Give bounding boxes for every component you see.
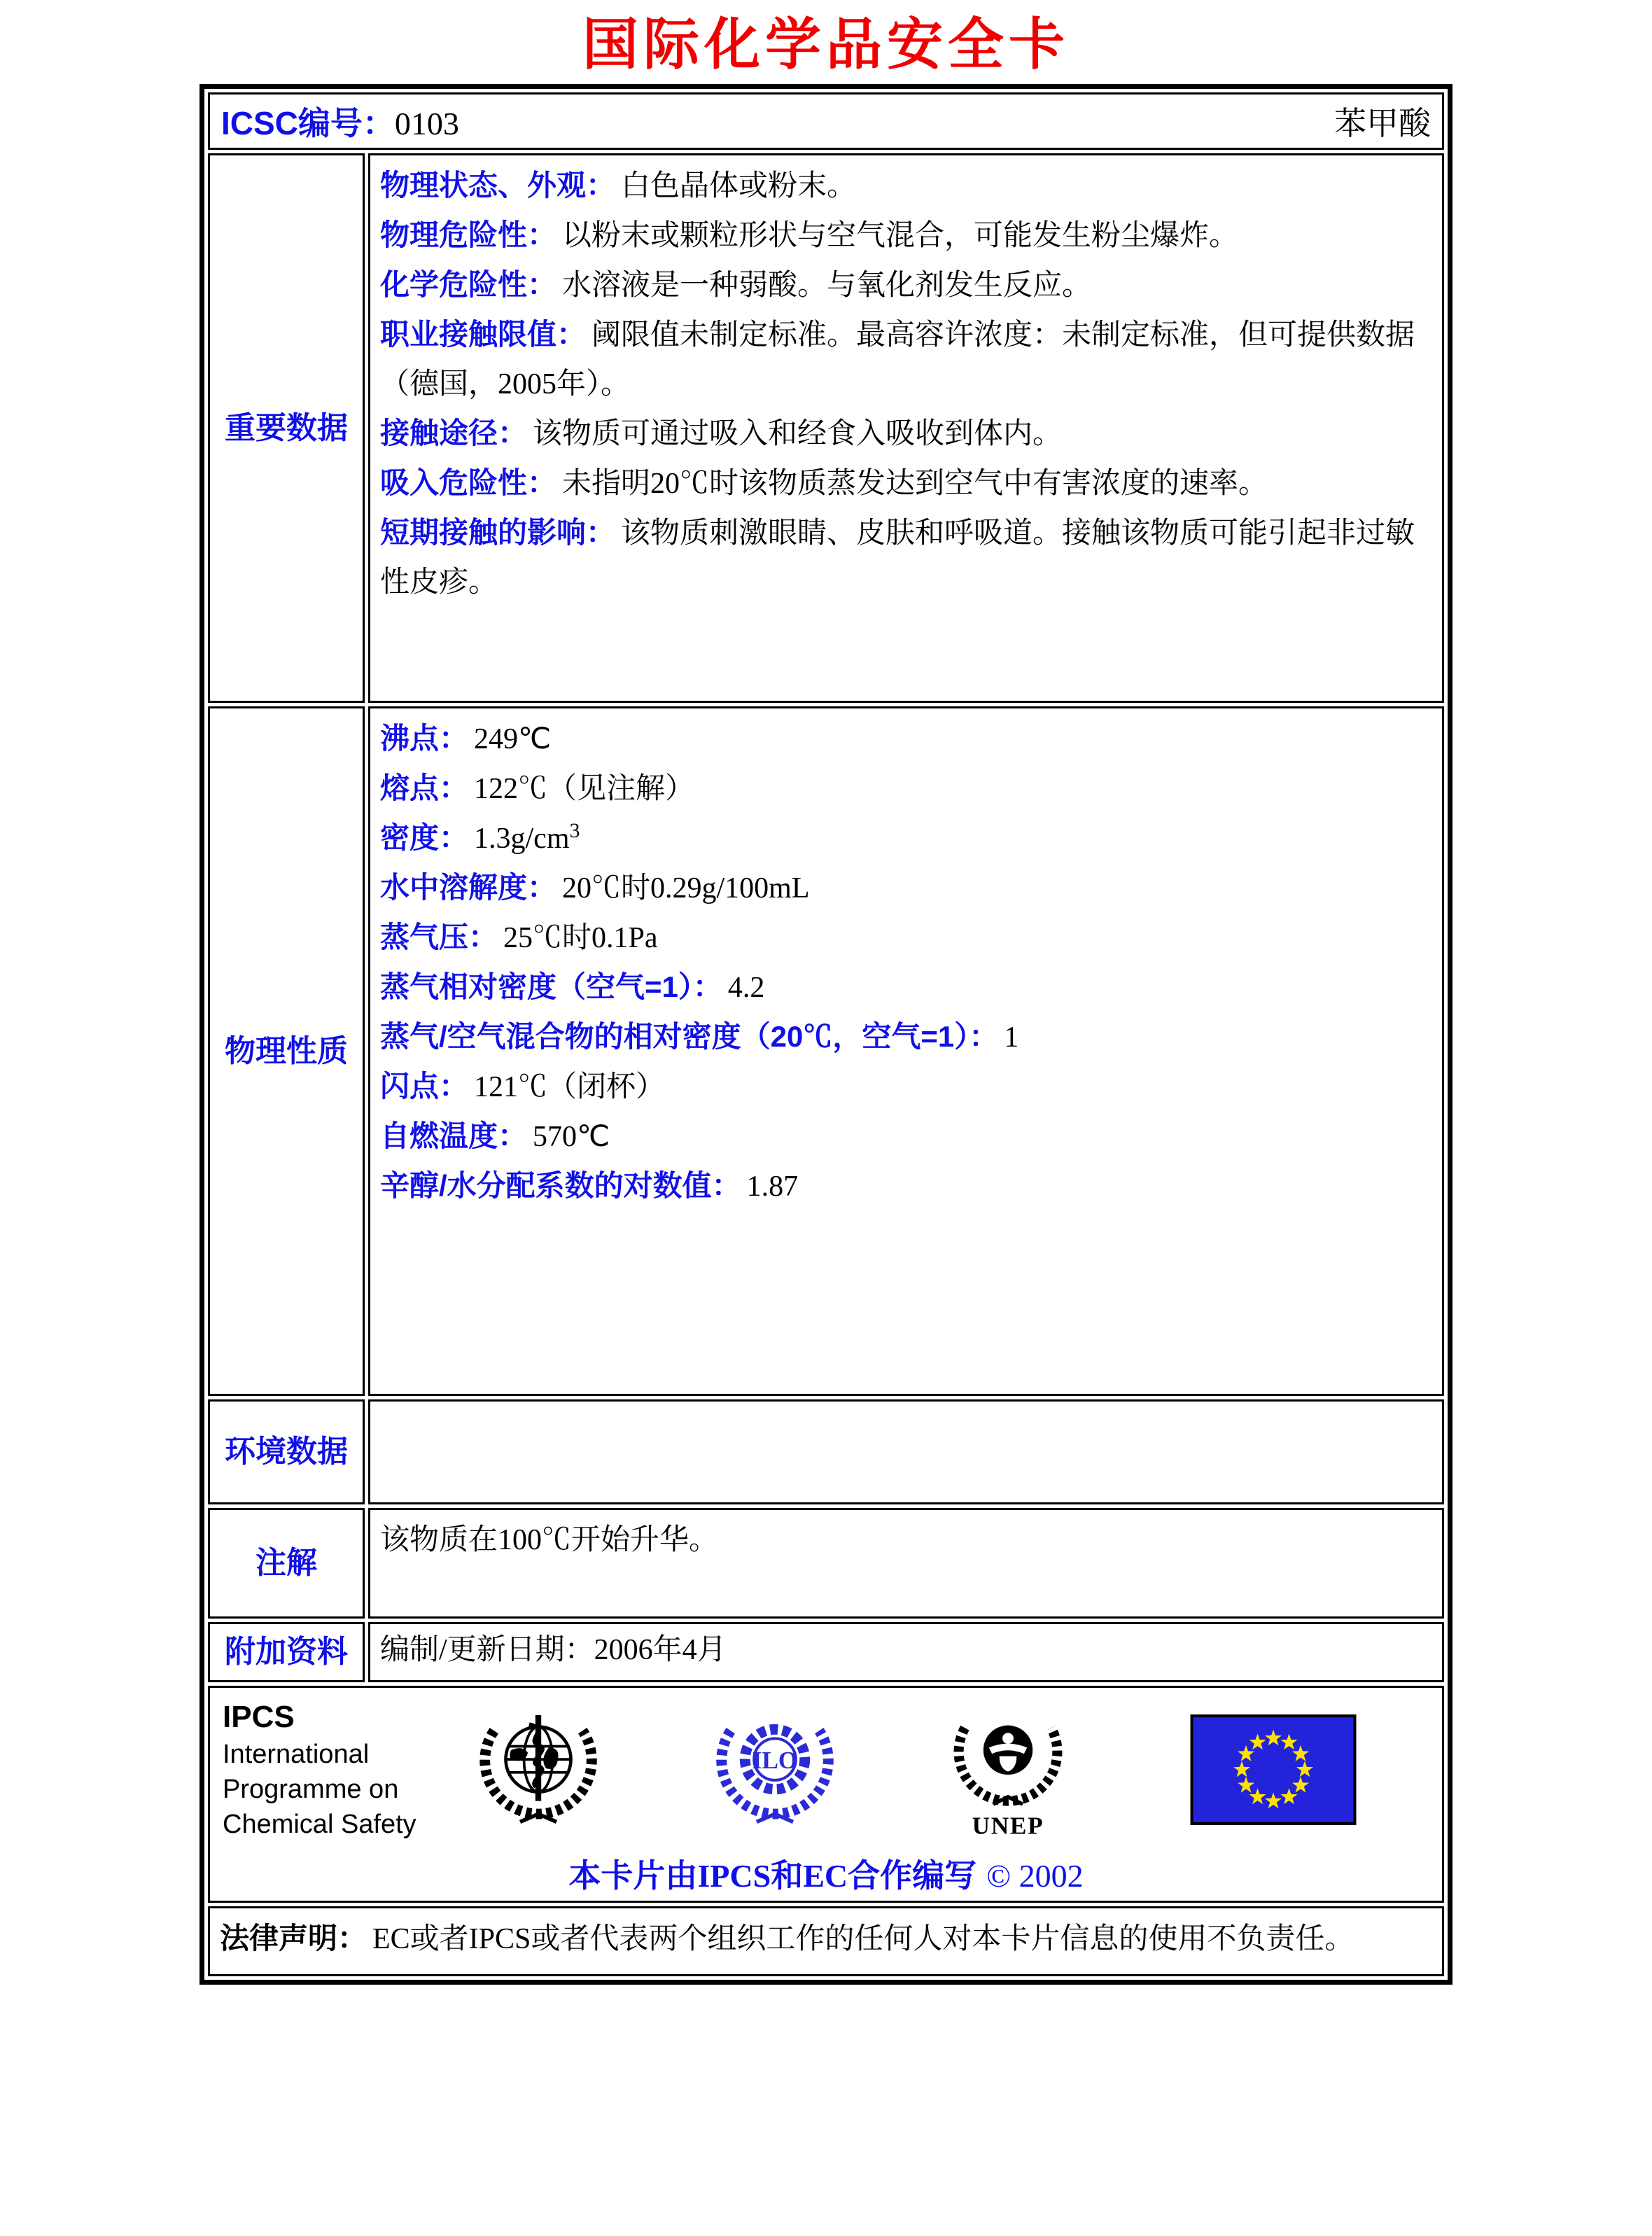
section-label-notes (208, 1508, 365, 1619)
section-label-text: 环境数据 (225, 1434, 348, 1469)
property-key: 吸入危险性： (380, 466, 557, 499)
property-line (380, 1062, 1432, 1112)
section-content-physical-properties (368, 706, 1444, 1396)
property-key: 接触途径： (380, 417, 528, 449)
icsc-number-group (221, 98, 459, 144)
legal-text: EC或者IPCS或者代表两个组织工作的任何人对本卡片信息的使用不负责任。 (372, 1923, 1354, 1955)
update-date-line (380, 1626, 1432, 1675)
section-content-important-data (368, 153, 1444, 703)
property-value: 1.87 (746, 1171, 799, 1203)
ipcs-text-block (223, 1698, 433, 1842)
property-value: 该物质可通过吸入和经食入吸收到体内。 (533, 418, 1063, 450)
property-line (380, 409, 1432, 459)
property-line (380, 161, 1432, 211)
property-value: 25℃时0.1Pa (503, 922, 658, 954)
property-key: 自燃温度： (380, 1119, 528, 1152)
property-key: 职业接触限值： (380, 318, 587, 351)
section-label-text: 物理性质 (225, 1033, 348, 1068)
property-line (380, 863, 1432, 913)
property-line (380, 913, 1432, 963)
unep-logo-text: UNEP (972, 1812, 1044, 1839)
section-content-additional-info (368, 1622, 1444, 1682)
property-key: 沸点： (380, 722, 469, 755)
property-line (380, 963, 1432, 1012)
property-line (380, 459, 1432, 508)
property-key: 物理危险性： (380, 218, 557, 251)
section-label-important-data (208, 153, 365, 703)
ipcs-subtitle-line: International (223, 1740, 370, 1769)
property-key: 熔点： (380, 771, 469, 804)
who-logo-icon (473, 1705, 603, 1835)
section-label-text: 重要数据 (225, 410, 348, 445)
eu-flag-icon (1190, 1714, 1357, 1825)
property-key: 化学危险性： (380, 268, 557, 301)
property-value-superscript: 3 (569, 819, 580, 842)
property-value: 1.3g/cm (474, 823, 570, 855)
property-value: 121℃（闭杯） (474, 1071, 666, 1103)
property-line (380, 714, 1432, 764)
property-value: 1 (1004, 1021, 1019, 1054)
property-line (380, 764, 1432, 813)
property-value: 白色晶体或粉末。 (621, 170, 857, 202)
unep-logo-icon (946, 1700, 1070, 1839)
ipcs-subtitle-line: Chemical Safety (223, 1810, 416, 1839)
property-line (380, 1112, 1432, 1161)
property-line (380, 211, 1432, 260)
ipcs-title: IPCS (223, 1700, 295, 1734)
property-value: 122℃（见注解） (474, 773, 695, 805)
property-key: 闪点： (380, 1070, 469, 1103)
section-label-text: 注解 (255, 1546, 317, 1581)
property-value: 4.2 (727, 972, 765, 1004)
property-key: 蒸气压： (380, 921, 498, 953)
property-value: 以粉末或颗粒形状与空气混合，可能发生粉尘爆炸。 (562, 220, 1239, 252)
section-label-additional-info (208, 1622, 365, 1682)
icsc-number-label: ICSC编号： (221, 105, 395, 141)
card-header-row (208, 92, 1444, 150)
note-line (380, 1516, 1432, 1565)
property-key: 物理状态、外观： (380, 169, 616, 202)
icsc-card (200, 84, 1452, 1985)
note-text: 该物质在100℃开始升华。 (380, 1524, 719, 1556)
property-key: 蒸气相对密度（空气=1）： (380, 970, 722, 1003)
property-line (380, 1161, 1432, 1211)
ipcs-subtitle-line: Programme on (223, 1775, 399, 1804)
section-label-physical-properties (208, 706, 365, 1396)
property-line (380, 508, 1432, 607)
page-title: 国际化学品安全卡 (582, 13, 1070, 76)
property-value: 20℃时0.29g/100mL (562, 872, 810, 904)
ilo-logo-text: ILO (752, 1747, 798, 1775)
property-value: 该物质刺激眼睛、皮肤和呼吸道。接触该物质可能引起非过敏性皮疹。 (380, 517, 1415, 599)
property-value: 阈限值未制定标准。最高容许浓度：未制定标准，但可提供数据（德国，2005年）。 (380, 319, 1415, 400)
copyright-line (210, 1850, 1442, 1896)
section-label-text: 附加资料 (225, 1635, 348, 1670)
property-key: 水中溶解度： (380, 871, 557, 904)
legal-disclaimer-row (208, 1906, 1444, 1976)
property-key: 密度： (380, 821, 469, 854)
property-line (380, 260, 1432, 310)
property-line (380, 813, 1432, 863)
update-date-text: 编制/更新日期：2006年4月 (380, 1634, 727, 1666)
property-value: 未指明20℃时该物质蒸发达到空气中有害浓度的速率。 (562, 468, 1268, 500)
property-value: 249℃ (474, 723, 552, 755)
property-key: 辛醇/水分配系数的对数值： (380, 1169, 741, 1202)
ilo-logo-icon (710, 1705, 840, 1835)
copyright-year: © 2002 (986, 1858, 1084, 1894)
property-line (380, 310, 1432, 409)
chemical-name: 苯甲酸 (1334, 106, 1431, 141)
property-line (380, 1012, 1432, 1062)
property-key: 蒸气/空气混合物的相对密度（20℃，空气=1）： (380, 1020, 999, 1053)
legal-label: 法律声明： (220, 1922, 368, 1955)
section-content-environmental-data (368, 1399, 1444, 1504)
property-value: 水溶液是一种弱酸。与氧化剂发生反应。 (562, 270, 1092, 302)
property-key: 短期接触的影响： (380, 516, 616, 549)
section-content-notes (368, 1508, 1444, 1619)
icsc-number-value: 0103 (394, 106, 459, 141)
section-label-environmental-data (208, 1399, 365, 1504)
copyright-text: 本卡片由IPCS和EC合作编写 (568, 1858, 977, 1894)
footer-logos-row (208, 1686, 1444, 1903)
property-value: 570℃ (533, 1121, 610, 1153)
icsc-card-table (204, 89, 1448, 1980)
